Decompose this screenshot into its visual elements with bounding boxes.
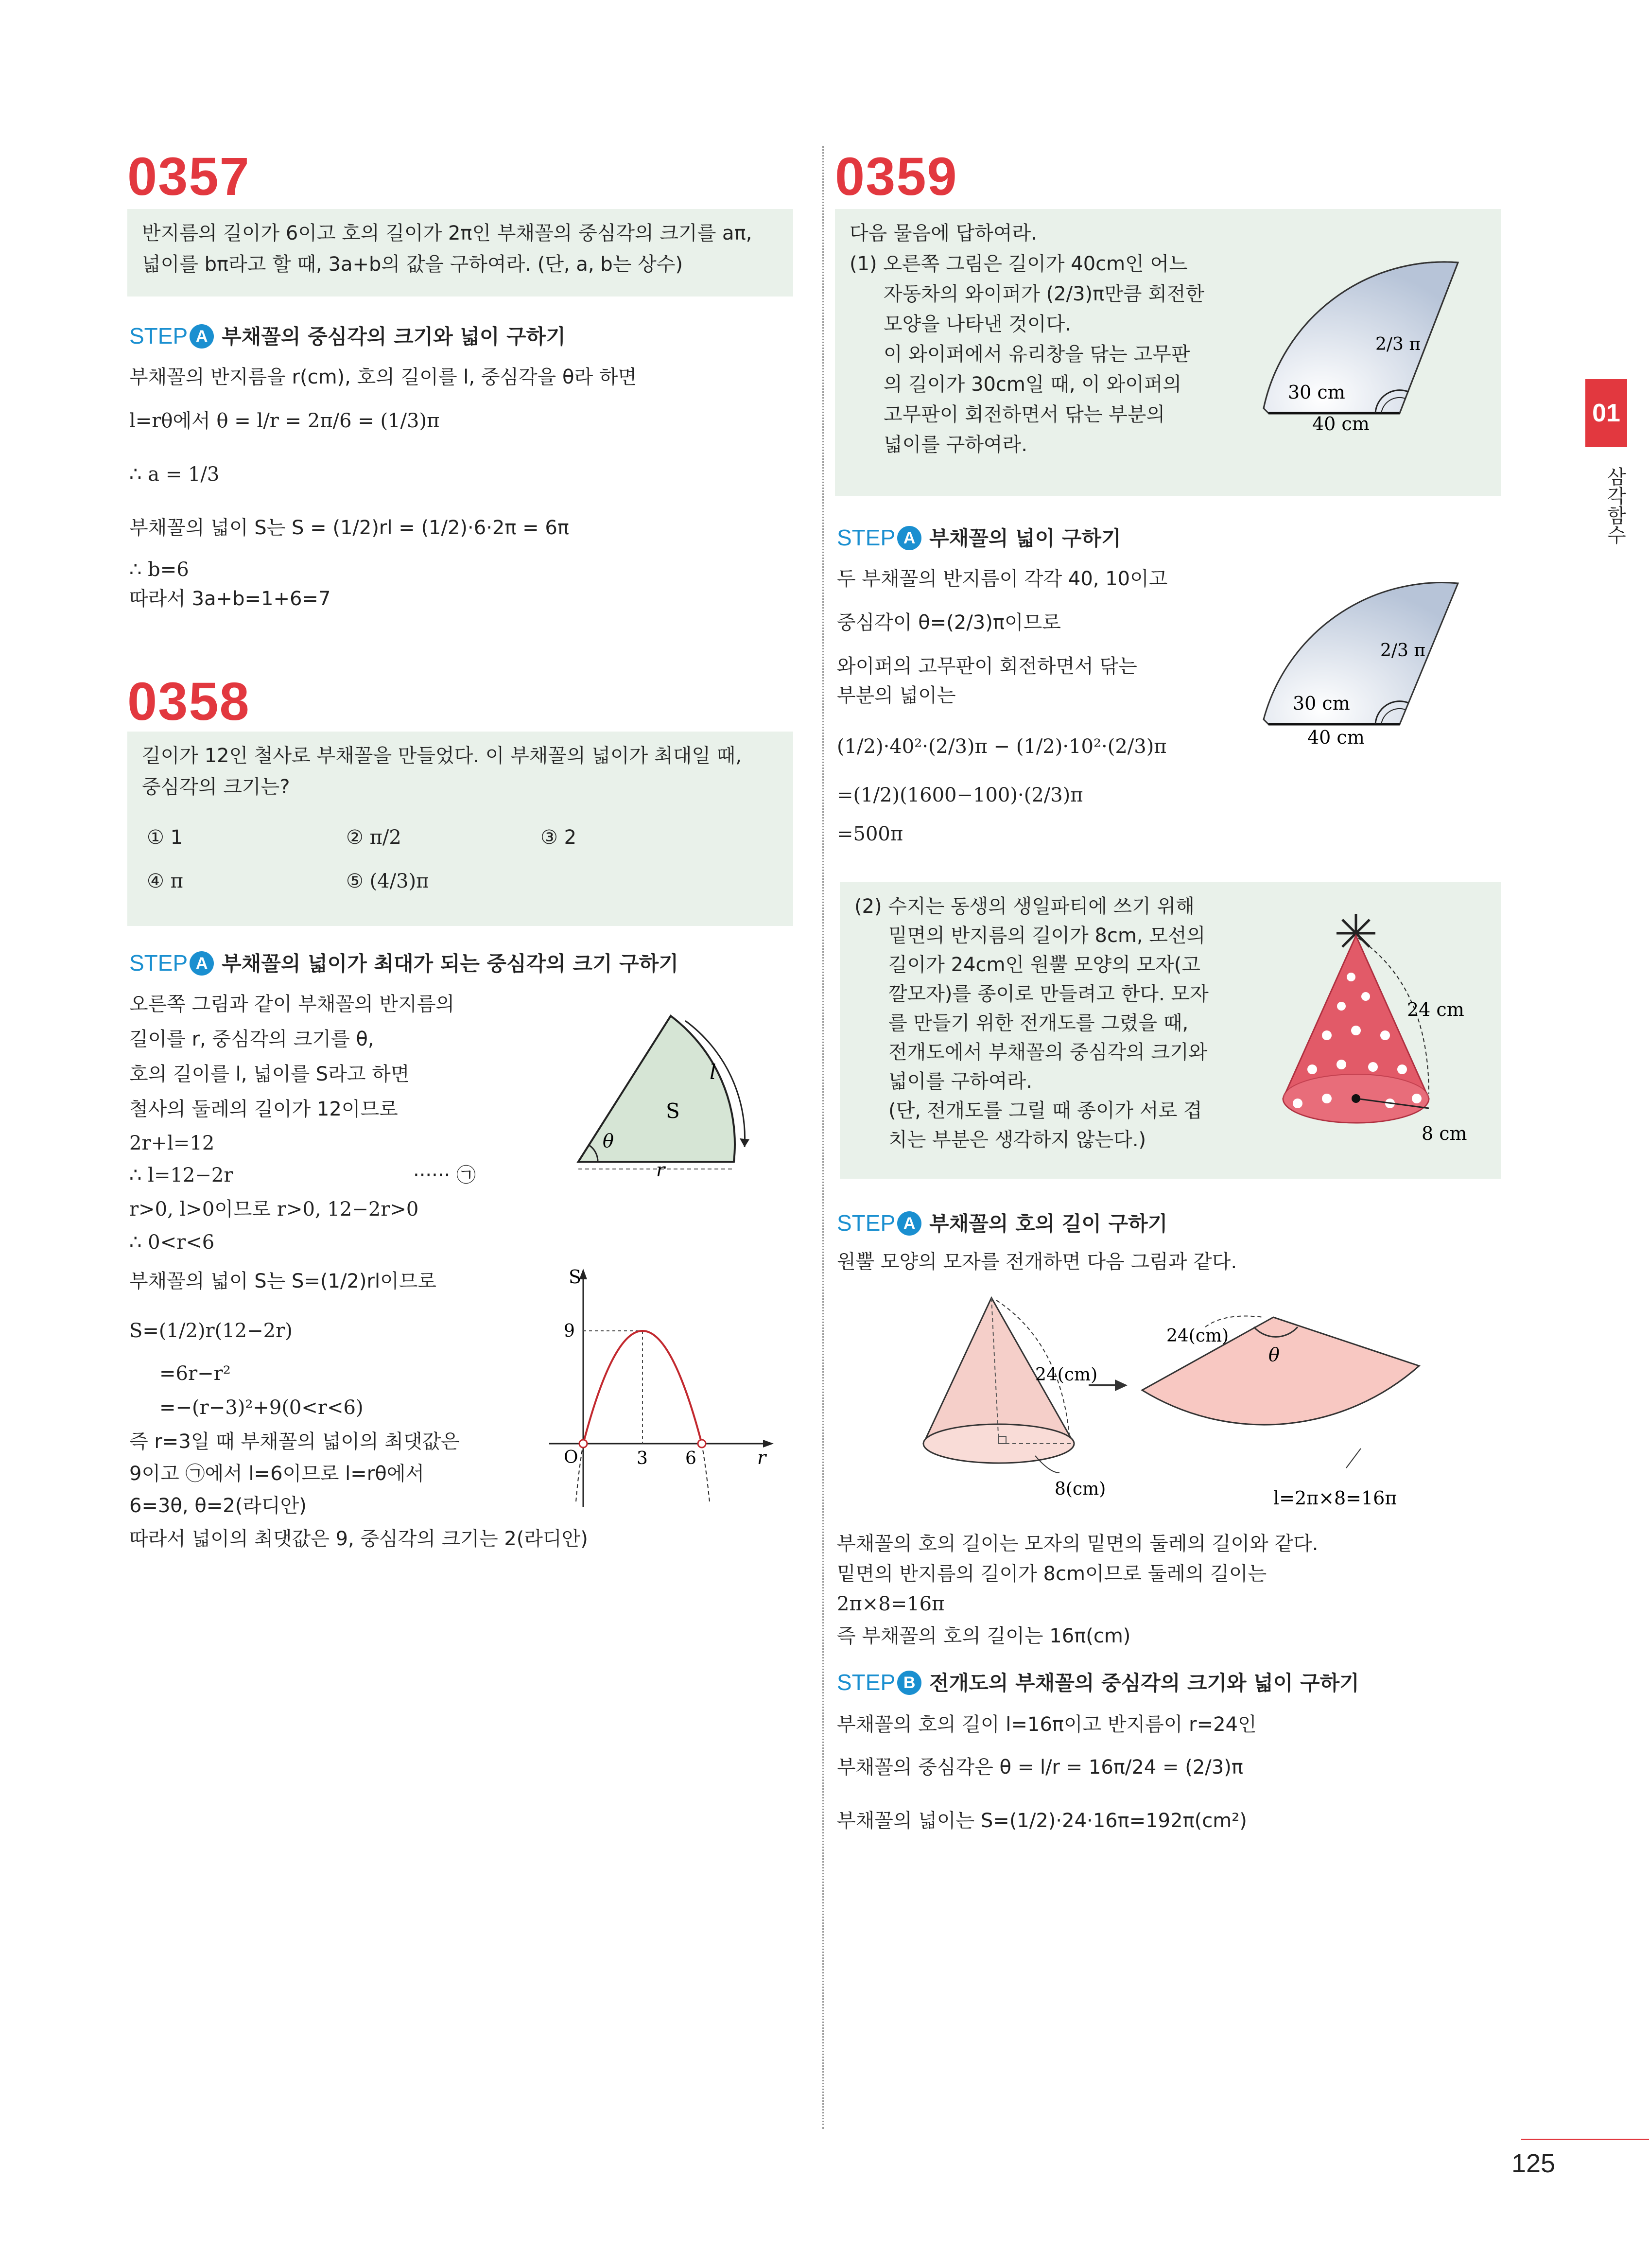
question-line: 이 와이퍼에서 유리창을 닦는 고무판 (884, 343, 1190, 366)
question-line: 전개도에서 부채꼴의 중심각의 크기와 (888, 1041, 1208, 1064)
solution-line: 부채꼴의 호의 길이 l=16π이고 반지름이 r=24인 (837, 1713, 1257, 1736)
question-line: 길이가 24cm인 원뿔 모양의 모자(고 (888, 954, 1200, 976)
solution-line: 따라서 3a+b=1+6=7 (129, 588, 331, 610)
step-badge: A (897, 526, 921, 550)
net-label-arc: l=2π×8=16π (1273, 1487, 1397, 1509)
question-line: 중심각의 크기는? (142, 776, 290, 798)
graph-label-origin: O (564, 1448, 578, 1467)
area-graph (539, 1264, 782, 1517)
problem-number-0358: 0358 (127, 672, 250, 732)
sector-label-r: r (656, 1159, 665, 1176)
sector-label-l: l (710, 1060, 716, 1084)
step-word: STEP (129, 323, 188, 349)
question-box-0358 (127, 732, 793, 926)
step-heading-0359-b1 (837, 1208, 1167, 1238)
solution-line: 부채꼴의 넓이 S는 S=(1/2)rl이므로 (129, 1270, 436, 1292)
solution-line: 부채꼴의 호의 길이는 모자의 밑면의 둘레의 길이와 같다. (837, 1533, 1319, 1555)
solution-line: S=(1/2)r(12−2r) (129, 1320, 293, 1342)
net-label-cone-radius: 8(cm) (1055, 1479, 1106, 1499)
solution-line: 부채꼴의 중심각은 θ = l/r = 16π/24 = (2/3)π (837, 1756, 1243, 1779)
solution-line: 밑면의 반지름의 길이가 8cm이므로 둘레의 길이는 (837, 1563, 1267, 1585)
column-divider (822, 146, 824, 2129)
question-line: (1) 오른쪽 그림은 길이가 40cm인 어느 (850, 253, 1188, 275)
solution-line: (1/2)·40²·(2/3)π − (1/2)·10²·(2/3)π (837, 735, 1167, 758)
step-badge: A (897, 1211, 921, 1236)
step-title: 부채꼴의 호의 길이 구하기 (929, 1212, 1168, 1236)
graph-label-max: 9 (564, 1321, 575, 1341)
question-line: 고무판이 회전하면서 닦는 부분의 (884, 403, 1165, 426)
problem-number-0357: 0357 (127, 147, 250, 207)
solution-line: ∴ a = 1/3 (129, 463, 220, 486)
step-word: STEP (837, 525, 896, 550)
solution-line: l=rθ에서 θ = l/r = 2π/6 = (1/3)π (129, 410, 440, 432)
page-number-rule (1521, 2139, 1649, 2140)
step-heading-0359-b2 (837, 1667, 1359, 1697)
solution-line: 오른쪽 그림과 같이 부채꼴의 반지름의 (129, 993, 455, 1015)
solution-line: 9이고 ㉠에서 l=6이므로 l=rθ에서 (129, 1463, 424, 1485)
step-title: 부채꼴의 중심각의 크기와 넓이 구하기 (222, 325, 566, 349)
step-badge: A (190, 951, 214, 976)
choice-3[interactable]: ③ 2 (540, 826, 577, 849)
step-heading-0358 (129, 948, 678, 977)
graph-label-3: 3 (637, 1448, 648, 1468)
solution-line: =(1/2)(1600−100)·(2/3)π (837, 784, 1083, 806)
solution-line: =−(r−3)²+9(0<r<6) (159, 1396, 364, 1419)
hat-label-radius: 8 cm (1422, 1123, 1467, 1144)
choice-4[interactable]: ④ π (147, 870, 183, 892)
chapter-label: 삼각함수 (1604, 467, 1626, 544)
sector-label-theta: θ (603, 1130, 614, 1151)
step-title: 부채꼴의 넓이가 최대가 되는 중심각의 크기 구하기 (222, 952, 678, 976)
solution-line: 따라서 넓이의 최댓값은 9, 중심각의 크기는 2(라디안) (129, 1528, 588, 1550)
question-line: 를 만들기 위한 전개도를 그렸을 때, (888, 1012, 1189, 1034)
problem-number-0359: 0359 (835, 147, 958, 207)
question-line: 넓이를 구하여라. (888, 1070, 1032, 1093)
party-hat-figure (1268, 899, 1492, 1152)
solution-line: 부채꼴의 넓이 S는 S = (1/2)rl = (1/2)·6·2π = 6π (129, 517, 569, 539)
wiper-label-outer: 40 cm (1312, 413, 1370, 435)
solution-line: 원뿔 모양의 모자를 전개하면 다음 그림과 같다. (837, 1251, 1237, 1273)
question-line: 의 길이가 30cm일 때, 이 와이퍼의 (884, 373, 1182, 396)
step-title: 전개도의 부채꼴의 중심각의 크기와 넓이 구하기 (929, 1671, 1359, 1695)
solution-line: 와이퍼의 고무판이 회전하면서 닦는 (837, 655, 1137, 678)
net-label-theta: θ (1268, 1344, 1280, 1365)
question-line: 넓이를 bπ라고 할 때, 3a+b의 값을 구하여라. (단, a, b는 상수) (142, 253, 683, 276)
wiper-label-angle: 2/3 π (1375, 334, 1421, 354)
page-number: 125 (1511, 2149, 1556, 2178)
question-line: 모양을 나타낸 것이다. (884, 313, 1071, 335)
step-word: STEP (837, 1210, 896, 1236)
sector-figure (564, 1001, 768, 1176)
question-line: 반지름의 길이가 6이고 호의 길이가 2π인 부채꼴의 중심각의 크기를 aπ, (142, 222, 752, 244)
step-badge: B (897, 1671, 921, 1695)
sector-label-s: S (666, 1099, 680, 1123)
solution-line: 두 부채꼴의 반지름이 각각 40, 10이고 (837, 568, 1168, 590)
solution-line: =6r−r² (159, 1362, 231, 1385)
question-line: 깔모자)를 종이로 만들려고 한다. 모자 (888, 983, 1209, 1005)
step-badge: A (190, 324, 214, 349)
graph-label-6: 6 (685, 1448, 696, 1468)
solution-line: r>0, l>0이므로 r>0, 12−2r>0 (129, 1198, 419, 1221)
solution-line: 즉 r=3일 때 부채꼴의 넓이의 최댓값은 (129, 1431, 460, 1453)
step-word: STEP (837, 1670, 896, 1695)
cone-net-figure (914, 1288, 1487, 1521)
choice-1[interactable]: ① 1 (147, 826, 183, 849)
step-heading-0359-a (837, 523, 1121, 552)
wiper-label-inner: 30 cm (1288, 382, 1345, 403)
question-line: (단, 전개도를 그릴 때 종이가 서로 겹 (888, 1099, 1202, 1122)
step-heading-0357 (129, 321, 566, 350)
solution-line: 2r+l=12 (129, 1132, 215, 1154)
solution-line: ∴ 0<r<6 (129, 1231, 215, 1254)
question-line: 치는 부분은 생각하지 않는다.) (888, 1129, 1146, 1151)
equation-marker: ······ ㉠ (413, 1164, 476, 1186)
graph-label-r-axis: r (757, 1447, 766, 1468)
wiper-figure (1254, 243, 1487, 447)
solution-line: 부채꼴의 넓이는 S=(1/2)·24·16π=192π(cm²) (837, 1810, 1247, 1832)
wiper-label-angle: 2/3 π (1380, 641, 1426, 661)
question-line: 넓이를 구하여라. (884, 434, 1027, 456)
hat-label-slant: 24 cm (1407, 999, 1464, 1020)
question-line: (2) 수지는 동생의 생일파티에 쓰기 위해 (854, 895, 1195, 918)
solution-line: 즉 부채꼴의 호의 길이는 16π(cm) (837, 1625, 1131, 1647)
wiper-label-outer: 40 cm (1307, 727, 1365, 748)
solution-line: 부분의 넓이는 (837, 684, 956, 707)
net-label-cone-slant: 24(cm) (1035, 1365, 1098, 1385)
choice-5[interactable]: ⑤ (4/3)π (346, 870, 429, 892)
question-line: 자동차의 와이퍼가 (2/3)π만큼 회전한 (884, 283, 1205, 305)
solution-line: 6=3θ, θ=2(라디안) (129, 1495, 307, 1517)
wiper-label-inner: 30 cm (1293, 693, 1350, 714)
solution-line: 호의 길이를 l, 넓이를 S라고 하면 (129, 1063, 410, 1085)
wiper-figure-solution (1254, 569, 1487, 763)
choice-2[interactable]: ② π/2 (346, 826, 401, 849)
solution-line: ∴ b=6 (129, 558, 189, 581)
net-label-sector-radius: 24(cm) (1166, 1326, 1229, 1346)
solution-line: 중심각이 θ=(2/3)π이므로 (837, 611, 1061, 634)
solution-line: 철사의 둘레의 길이가 12이므로 (129, 1098, 398, 1120)
question-line: 밑면의 반지름의 길이가 8cm, 모선의 (888, 925, 1206, 947)
question-line: 다음 물음에 답하여라. (850, 222, 1037, 244)
graph-label-s-axis: S (569, 1266, 582, 1288)
step-word: STEP (129, 950, 188, 976)
solution-line: =500π (837, 823, 903, 845)
solution-line: 길이를 r, 중심각의 크기를 θ, (129, 1028, 374, 1050)
question-line: 길이가 12인 철사로 부채꼴을 만들었다. 이 부채꼴의 넓이가 최대일 때, (142, 745, 742, 767)
solution-line: ∴ l=12−2r (129, 1164, 233, 1186)
question-box-0357 (127, 209, 793, 297)
step-title: 부채꼴의 넓이 구하기 (929, 526, 1121, 550)
solution-line: 부채꼴의 반지름을 r(cm), 호의 길이를 l, 중심각을 θ라 하면 (129, 366, 637, 388)
chapter-tab[interactable]: 01 (1585, 379, 1627, 447)
solution-line: 2π×8=16π (837, 1593, 945, 1615)
